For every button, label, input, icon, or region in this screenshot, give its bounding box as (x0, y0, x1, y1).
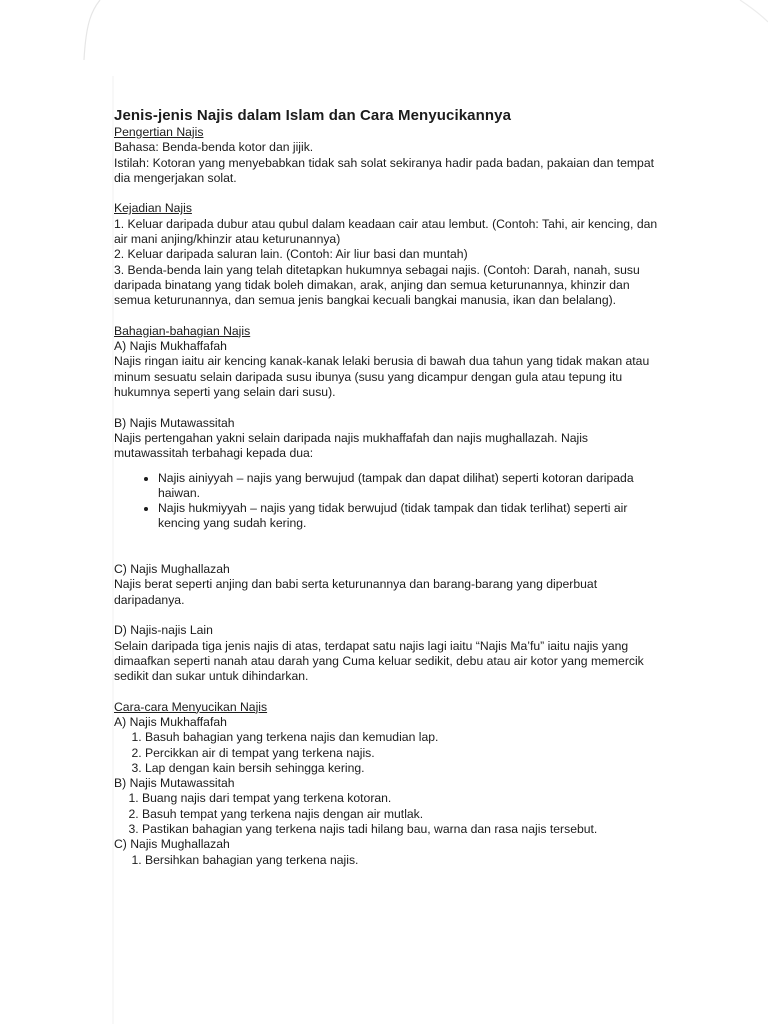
bahagian-b-title: B) Najis Mutawassitah (114, 415, 235, 430)
cara-b-title: B) Najis Mutawassitah (114, 776, 235, 791)
bahagian-b-text: Najis pertengahan yakni selain daripada najis mukhaffafah dan najis mughallazah. Najis mutawassitah terbahagi kepada dua: (114, 430, 589, 461)
bullet-item: • Najis hukmiyyah – najis yang tidak berwujud (tidak tampak dan tidak terlihat) seperti air kencing yang sudah kering. (158, 501, 659, 532)
step-item: 3. Lap dengan kain bersih sehingga kering. (145, 761, 659, 776)
document-page (114, 106, 659, 868)
section-heading-kejadian: Kejadian Najis (114, 201, 192, 216)
bahagian-c-text: Najis berat seperti anjing dan babi serta keturunannya dan barang-barang yang diperbuat daripadanya. (114, 577, 598, 607)
cara-b-steps (114, 791, 659, 837)
bahagian-b-bullet-list (114, 471, 659, 532)
kejadian-item-3: 3. Benda-benda lain yang telah ditetapkan hukumnya sebagai najis. (Contoh: Darah, nanah, susu daripada binatang yang tidak boleh dimakan, arak, anjing dan semua keturunannya, khinzir dan semua keturunannya, dan semua jenis bangkai kecuali bangkai manusia, ikan dan belalang). (114, 262, 640, 308)
pengertian-istilah: Istilah: Kotoran yang menyebabkan tidak sah solat sekiranya hadir pada badan, pakaian dan tempat dia mengerjakan solat. (114, 155, 654, 185)
pengertian-bahasa: Bahasa: Benda-benda kotor dan jijik. (114, 140, 314, 155)
step-item: 1. Basuh bahagian yang terkena najis dan kemudian lap. (145, 730, 659, 745)
cara-c-steps (114, 853, 659, 868)
step-item: 1. Bersihkan bahagian yang terkena najis. (145, 853, 659, 868)
kejadian-item-1: 1. Keluar daripada dubur atau qubul dalam keadaan cair atau lembut. (Contoh: Tahi, air kencing, dan air mani anjing/khinzir atau keturunannya) (114, 216, 658, 247)
bahagian-a-text: Najis ringan iaitu air kencing kanak-kanak lelaki berusia di bawah dua tahun yang tidak makan atau minum sesuatu selain daripada susu ibunya (susu yang dicampur dengan gula atau tepung itu hukumnya seperti yang selain dari susu). (114, 354, 650, 400)
cara-a-steps (114, 730, 659, 776)
section-heading-pengertian: Pengertian Najis (114, 125, 204, 139)
bahagian-d-title: D) Najis-najis Lain (114, 623, 213, 638)
bahagian-d-text: Selain daripada tiga jenis najis di atas, terdapat satu najis lagi iaitu “Najis Ma’fu” iaitu najis yang dimaafkan seperti nanah atau darah yang Cuma keluar sedikit, debu atau air kotor yang memercik sedikit dan sukar untuk dihindarkan. (114, 638, 644, 684)
step-item: 1. Buang najis dari tempat yang terkena kotoran. (142, 791, 659, 806)
cara-c-title: C) Najis Mughallazah (114, 837, 230, 852)
step-item: 2. Percikkan air di tempat yang terkena najis. (145, 746, 659, 761)
kejadian-item-2: 2. Keluar daripada saluran lain. (Contoh: Air liur basi dan muntah) (114, 247, 468, 262)
bahagian-c-title: C) Najis Mughallazah (114, 562, 230, 577)
section-heading-bahagian: Bahagian-bahagian Najis (114, 323, 251, 338)
step-item: 2. Basuh tempat yang terkena najis dengan air mutlak. (142, 807, 659, 822)
step-item: 3. Pastikan bahagian yang terkena najis tadi hilang bau, warna dan rasa najis tersebut. (142, 822, 659, 837)
bahagian-a-title: A) Najis Mukhaffafah (114, 339, 227, 354)
cara-a-title: A) Najis Mukhaffafah (114, 714, 227, 729)
document-title: Jenis-jenis Najis dalam Islam dan Cara Menyucikannya (114, 107, 512, 124)
bullet-item: • Najis ainiyyah – najis yang berwujud (tampak dan dapat dilihat) seperti kotoran daripada haiwan. (158, 471, 659, 502)
section-heading-cara: Cara-cara Menyucikan Najis (114, 699, 268, 714)
